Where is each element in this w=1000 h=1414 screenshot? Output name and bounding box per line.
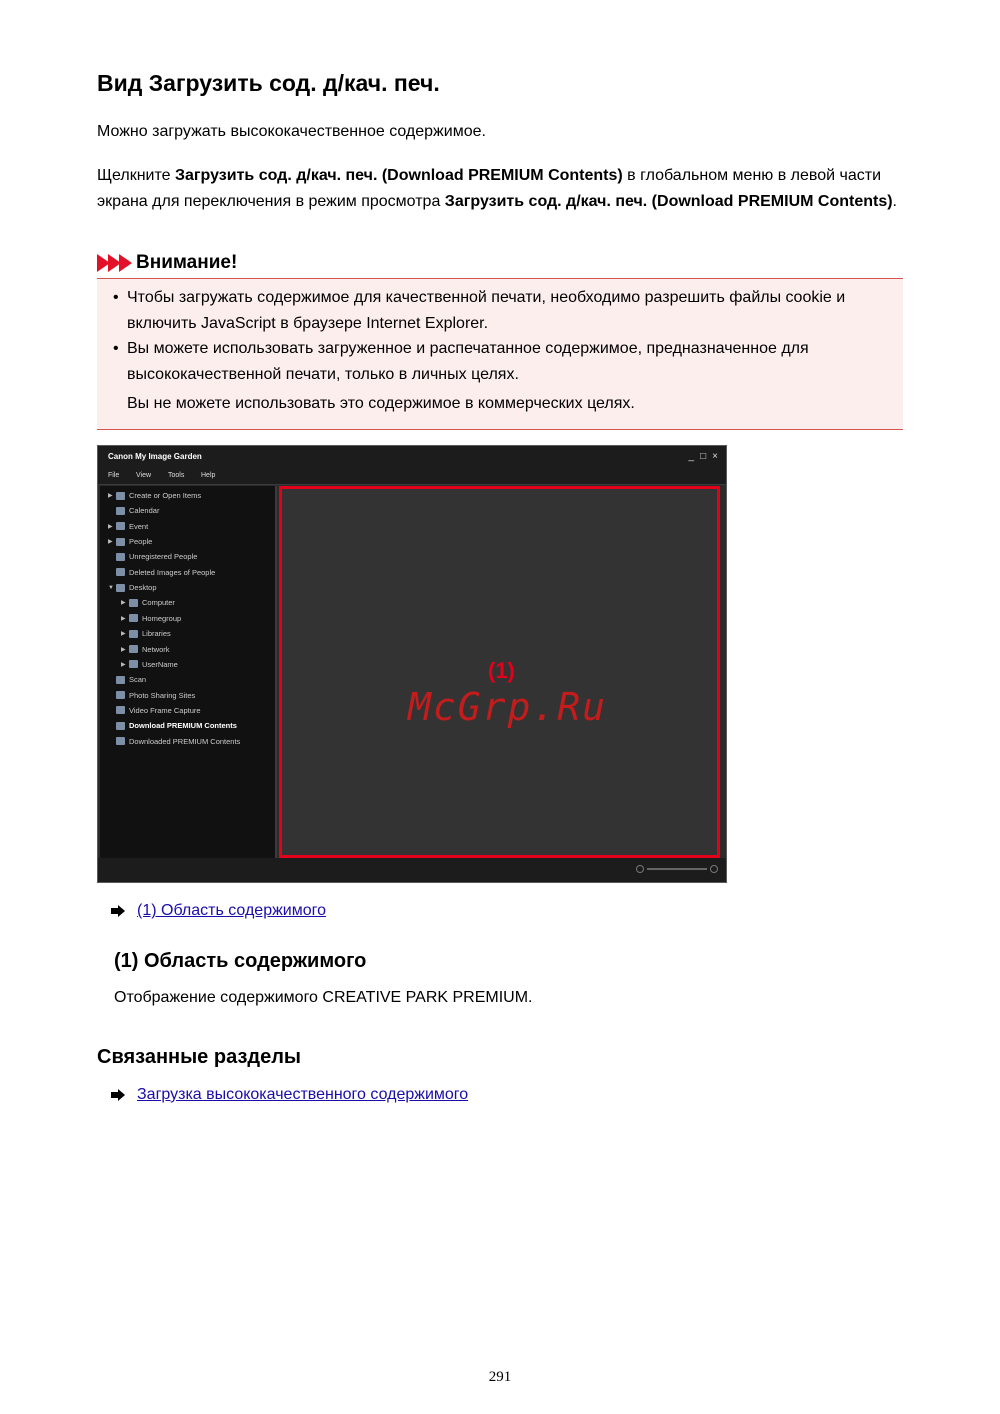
tree-item[interactable] xyxy=(108,691,195,700)
menu-file: File xyxy=(108,472,120,479)
folder-icon xyxy=(129,614,138,622)
callout-label: (1) xyxy=(488,658,515,683)
tree-item[interactable] xyxy=(108,721,237,730)
tree-item[interactable] xyxy=(121,629,171,638)
expand-arrow-icon[interactable]: ▶ xyxy=(108,493,113,499)
tree-item[interactable] xyxy=(108,537,152,546)
expand-arrow-icon[interactable]: ▶ xyxy=(121,631,126,638)
expand-arrow-icon[interactable]: ▶ xyxy=(108,539,113,546)
related-link-row xyxy=(111,1086,468,1104)
tree-item-label: Network xyxy=(142,644,170,654)
caution-icon xyxy=(97,254,130,272)
folder-icon xyxy=(116,538,125,546)
minimize-icon: _ xyxy=(688,451,695,462)
caution-list xyxy=(113,285,893,387)
folder-icon xyxy=(116,522,125,530)
tree-item-label: Calendar xyxy=(129,506,160,516)
tree-item-label: Homegroup xyxy=(142,613,182,623)
instruction-bold: Загрузить сод. д/кач. печ. (Download PREMIUM Contents) xyxy=(444,192,893,210)
zoom-slider xyxy=(636,865,718,873)
tree-item[interactable] xyxy=(108,706,201,715)
tree-item[interactable] xyxy=(121,660,178,669)
content-area-link-row xyxy=(111,902,326,920)
tree-item-label: Video Frame Capture xyxy=(129,705,201,715)
caution-box xyxy=(97,278,903,430)
tree-item[interactable] xyxy=(121,645,170,654)
tree-item[interactable] xyxy=(121,598,175,607)
tree-item[interactable] xyxy=(108,552,197,561)
global-menu xyxy=(100,486,275,858)
folder-icon xyxy=(116,706,125,714)
tree-item-label: Unregistered People xyxy=(129,552,198,562)
related-title: Связанные разделы xyxy=(97,1046,301,1068)
arrow-right-icon xyxy=(111,905,125,917)
tree-item[interactable] xyxy=(108,675,146,684)
zoom-out-icon xyxy=(636,865,644,873)
expand-arrow-icon[interactable]: ▶ xyxy=(108,523,113,530)
watermark: McGrp.Ru xyxy=(408,685,608,729)
content-area-link[interactable]: (1) Область содержимого xyxy=(137,902,327,919)
folder-icon xyxy=(129,660,138,668)
intro-text: Можно загружать высококачественное содержимое. xyxy=(97,123,486,140)
maximize-icon: □ xyxy=(700,451,707,462)
tree-item[interactable] xyxy=(108,737,240,746)
page-number: 291 xyxy=(488,1369,512,1385)
tree-item-label: Deleted Images of People xyxy=(129,567,216,577)
close-icon: × xyxy=(712,451,718,462)
arrow-right-icon xyxy=(111,1089,125,1101)
tree-item[interactable] xyxy=(108,583,157,592)
folder-icon xyxy=(116,553,125,561)
folder-icon xyxy=(116,722,125,730)
folder-icon xyxy=(116,492,125,500)
menu-help: Help xyxy=(201,472,216,479)
tree-item-label: Event xyxy=(129,521,149,531)
tree-item-label: People xyxy=(129,537,153,547)
instruction-text xyxy=(97,163,903,214)
tree-item[interactable] xyxy=(108,491,201,500)
tree-item[interactable] xyxy=(108,568,215,577)
app-screenshot xyxy=(97,445,727,883)
tree-item-label: Downloaded PREMIUM Contents xyxy=(129,736,241,746)
tree-item-label: Create or Open Items xyxy=(129,491,202,500)
section-title: (1) Область содержимого xyxy=(114,950,367,972)
folder-icon xyxy=(129,599,138,607)
window-title: Canon My Image Garden xyxy=(108,452,202,461)
status-bar xyxy=(98,858,726,882)
menu-view: View xyxy=(136,472,152,479)
tree-item-label: Libraries xyxy=(142,629,171,639)
caution-title: Внимание! xyxy=(136,252,238,273)
splitter xyxy=(275,486,277,858)
window-buttons xyxy=(689,451,718,462)
zoom-track xyxy=(647,868,707,870)
tree-item[interactable] xyxy=(108,522,148,531)
tree-item-label: Desktop xyxy=(129,583,157,593)
window-titlebar xyxy=(98,446,726,468)
tree-item-label: Photo Sharing Sites xyxy=(129,690,196,700)
tree-item-label: Download PREMIUM Contents xyxy=(129,721,237,731)
instruction-part: Щелкните xyxy=(97,167,175,184)
expand-arrow-icon[interactable]: ▶ xyxy=(121,646,126,653)
tree-item-label: Scan xyxy=(129,675,147,685)
related-link[interactable]: Загрузка высококачественного содержимого xyxy=(137,1086,469,1103)
page-title: Вид Загрузить сод. д/кач. печ. xyxy=(97,70,440,96)
tree-item-label: Computer xyxy=(142,598,175,608)
instruction-part: . xyxy=(892,192,897,210)
expand-arrow-icon[interactable]: ▶ xyxy=(121,661,126,668)
caution-extra: Вы не можете использовать это содержимое в коммерческих целях. xyxy=(127,395,635,412)
caution-item: • Чтобы загружать содержимое для качественной печати, необходимо разрешить файлы cookie и включить JavaScript в браузере Internet Explorer. xyxy=(113,285,893,336)
folder-icon xyxy=(116,584,125,592)
folder-icon xyxy=(116,691,125,699)
menu-bar xyxy=(98,468,726,485)
folder-icon xyxy=(116,737,125,745)
instruction-part: в глобальном меню в левой части экрана для переключения в режим просмотра xyxy=(97,167,882,210)
expand-arrow-icon[interactable]: ▶ xyxy=(121,600,126,607)
expand-arrow-icon[interactable]: ▼ xyxy=(108,584,114,591)
folder-icon xyxy=(116,676,125,684)
tree-item[interactable] xyxy=(108,506,159,515)
folder-icon xyxy=(129,630,138,638)
folder-icon xyxy=(116,507,125,515)
tree-item[interactable] xyxy=(121,614,181,623)
folder-icon xyxy=(116,568,125,576)
zoom-in-icon xyxy=(710,865,718,873)
section-text: Отображение содержимого CREATIVE PARK PREMIUM. xyxy=(114,989,533,1006)
menu-tools: Tools xyxy=(168,472,185,479)
folder-icon xyxy=(129,645,138,653)
expand-arrow-icon[interactable]: ▶ xyxy=(121,615,126,622)
caution-heading xyxy=(97,251,237,275)
tree-item-label: UserName xyxy=(142,659,178,669)
caution-item: • Вы можете использовать загруженное и распечатанное содержимое, предназначенное для высококачественной печати, только в личных целях. xyxy=(113,336,893,387)
instruction-bold: Загрузить сод. д/кач. печ. (Download PREMIUM Contents) xyxy=(174,167,623,184)
